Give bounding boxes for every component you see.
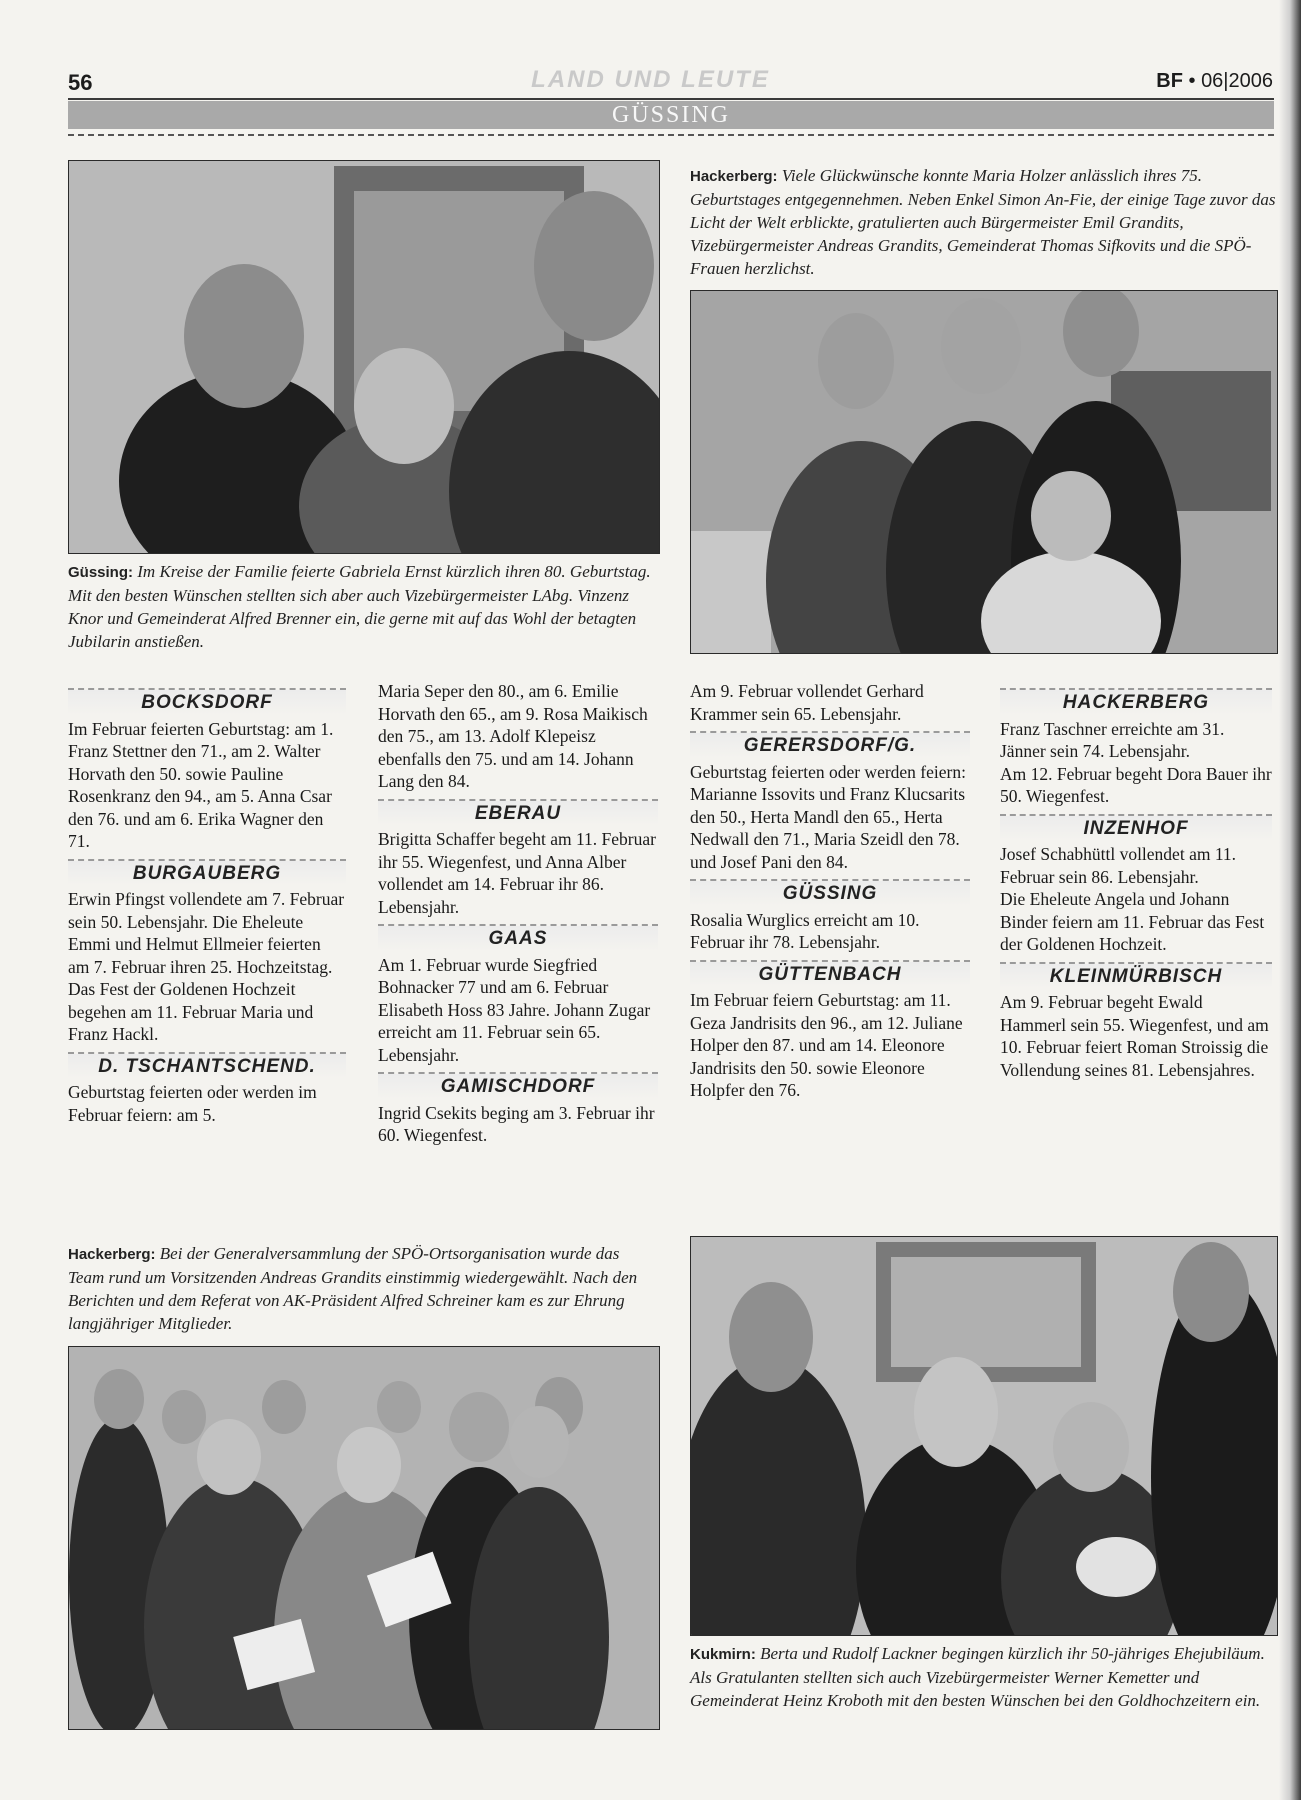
column-1 (68, 688, 346, 1126)
text-hackerberg-1: Franz Taschner erreichte am 31. Jänner sein 74. Lebensjahr. (1000, 718, 1225, 761)
publication-name: BF (1156, 70, 1183, 92)
caption-hackerberg-assembly (68, 1242, 658, 1335)
column-3 (690, 680, 970, 1102)
caption-text: Im Kreise der Familie feierte Gabriela Ernst kürzlich ihren 80. Geburtstag. Mit den besten Wünschen stellten sich aber auch Vizebürgermeister LAbg. Vinzenz Knor und Gemeinderat Alfred Brenner ein, die gerne mit auf das Wohl der betagten Jubilarin anstießen. (68, 562, 651, 651)
text-gamischdorf: Ingrid Csekits beging am 3. Februar ihr 60. Wiegenfest. (378, 1102, 655, 1145)
text-guettenbach: Im Februar feiern Geburtstag: am 11. Geza Jandrisits den 96., am 12. Juliane Holper den 87. und am 14. Eleonore Jandrisits den 50. sowie Eleonore Holpfer den 76. (690, 990, 963, 1100)
section-title: LAND UND LEUTE (531, 66, 770, 93)
caption-place: Güssing: (68, 564, 134, 581)
caption-guessing-birthday (68, 560, 658, 653)
region-banner (68, 101, 1274, 129)
text-tschantschend: Geburtstag feierten oder werden im Februar feiern: am 5. (68, 1082, 317, 1125)
photo-hackerberg-birthday-image (691, 291, 1277, 653)
text-eberau: Brigitta Schaffer begeht am 11. Februar ihr 55. Wiegenfest, und Anna Alber vollendet am 14. Februar ihr 86. Lebensjahr. (378, 829, 656, 917)
heading-burgauberg: BURGAUBERG (68, 859, 346, 886)
issue-info (1156, 70, 1273, 93)
photo-hackerberg-birthday (690, 290, 1278, 654)
caption-kukmirn-golden-wedding (690, 1642, 1276, 1712)
text-gamischdorf-continued: Am 9. Februar vollendet Gerhard Krammer sein 65. Lebensjahr. (690, 681, 924, 724)
heading-hackerberg: HACKERBERG (1000, 688, 1272, 715)
heading-bocksdorf: BOCKSDORF (68, 688, 346, 715)
text-guessing: Rosalia Wurglics erreicht am 10. Februar ihr 78. Lebensjahr. (690, 909, 920, 952)
text-kleinmuerbisch: Am 9. Februar begeht Ewald Hammerl sein 55. Wiegenfest, und am 10. Februar feiert Roman Stroissig die Vollendung seines 81. Lebensjahres. (1000, 992, 1269, 1080)
heading-gamischdorf: GAMISCHDORF (378, 1072, 658, 1099)
page-number: 56 (68, 70, 93, 95)
photo-guessing-birthday (68, 160, 660, 554)
caption-text: Viele Glückwünsche konnte Maria Holzer anlässlich ihres 75. Geburtstages entgegennehmen. Neben Enkel Simon An-Fie, der einige Tage zuvor das Licht der Welt erblickte, gratulierten auch Bürgermeister Emil Grandits, Vizebürgermeister Andreas Grandits, Gemeinderat Thomas Sifkovits und die SPÖ-Frauen herzlichst. (690, 166, 1276, 278)
heading-kleinmuerbisch: KLEINMÜRBISCH (1000, 962, 1272, 989)
caption-text: Bei der Generalversammlung der SPÖ-Ortsorganisation wurde das Team rund um Vorsitzenden Andreas Grandits einstimmig wiedergewählt. Nach den Berichten und dem Referat von AK-Präsident Alfred Schreiner kam es zur Ehrung langjähriger Mitglieder. (68, 1244, 638, 1333)
heading-eberau: EBERAU (378, 799, 658, 826)
photo-hackerberg-assembly-image (69, 1347, 659, 1729)
heading-gaas: GAAS (378, 924, 658, 951)
issue-separator: • (1188, 70, 1196, 92)
heading-gerersdorf: GERERSDORF/G. (690, 731, 970, 758)
text-hackerberg-2: Am 12. Februar begeht Dora Bauer ihr 50. Wiegenfest. (1000, 763, 1272, 806)
page-binding-shadow (1279, 0, 1301, 1800)
caption-place: Hackerberg: (68, 1246, 156, 1263)
caption-place: Hackerberg: (690, 168, 778, 185)
text-gerersdorf: Geburtstag feierten oder werden feiern: Marianne Issovits und Franz Klucsarits den 50., Herta Mandl den 65., Herta Nedwall den 71., Maria Szeidl den 78. und Josef Pani den 84. (690, 761, 966, 872)
text-tschantschend-continued: Maria Seper den 80., am 6. Emilie Horvath den 65., am 9. Rosa Maikisch den 75., am 13. Adolf Klepeisz ebenfalls den 75. und am 14. Johann Lang den 84. (378, 681, 648, 791)
photo-kukmirn-golden-wedding-image (691, 1237, 1277, 1635)
region-title: GÜSSING (611, 102, 730, 128)
header-dashed-rule (68, 134, 1274, 136)
photo-kukmirn-golden-wedding (690, 1236, 1278, 1636)
header-rule (68, 98, 1274, 100)
photo-hackerberg-assembly (68, 1346, 660, 1730)
column-4 (1000, 688, 1272, 1081)
text-inzenhof-1: Josef Schabhüttl vollendet am 11. Februar sein 86. Lebensjahr. (1000, 844, 1237, 887)
photo-guessing-birthday-image (69, 161, 659, 553)
heading-tschantschend: D. TSCHANTSCHEND. (68, 1052, 346, 1079)
heading-guessing: GÜSSING (690, 879, 970, 906)
column-2 (378, 680, 658, 1147)
caption-text: Berta und Rudolf Lackner begingen kürzlich ihr 50-jähriges Ehejubiläum. Als Gratulanten stellten sich auch Vizebürgermeister Werner Kemetter und Gemeinderat Heinz Kroboth mit den besten Wünschen bei den Goldhochzeitern ein. (690, 1644, 1265, 1710)
heading-guettenbach: GÜTTENBACH (690, 960, 970, 987)
text-burgauberg: Erwin Pfingst vollendete am 7. Februar sein 50. Lebensjahr. Die Eheleute Emmi und Helmut Ellmeier feierten am 7. Februar ihren 25. Hochzeitstag. Das Fest der Goldenen Hochzeit begehen am 11. Februar Maria und Franz Hackl. (68, 889, 345, 1044)
caption-place: Kukmirn: (690, 1646, 756, 1663)
text-bocksdorf: Im Februar feierten Geburtstag: am 1. Franz Stettner den 71., am 2. Walter Horvath den 50. sowie Pauline Rosenkranz den 94., am 5. Anna Csar den 76. und am 6. Erika Wagner den 71. (68, 718, 334, 851)
issue-number: 06|2006 (1201, 70, 1273, 92)
caption-hackerberg-birthday (690, 164, 1276, 280)
text-gaas: Am 1. Februar wurde Siegfried Bohnacker 77 und am 6. Februar Elisabeth Hoss 83 Jahre. Johann Zugar erreicht am 11. Februar sein 65. Lebensjahr. (378, 954, 651, 1065)
text-inzenhof-2: Die Eheleute Angela und Johann Binder feiern am 11. Februar das Fest der Goldenen Hochzeit. (1000, 889, 1265, 954)
heading-inzenhof: INZENHOF (1000, 814, 1272, 841)
